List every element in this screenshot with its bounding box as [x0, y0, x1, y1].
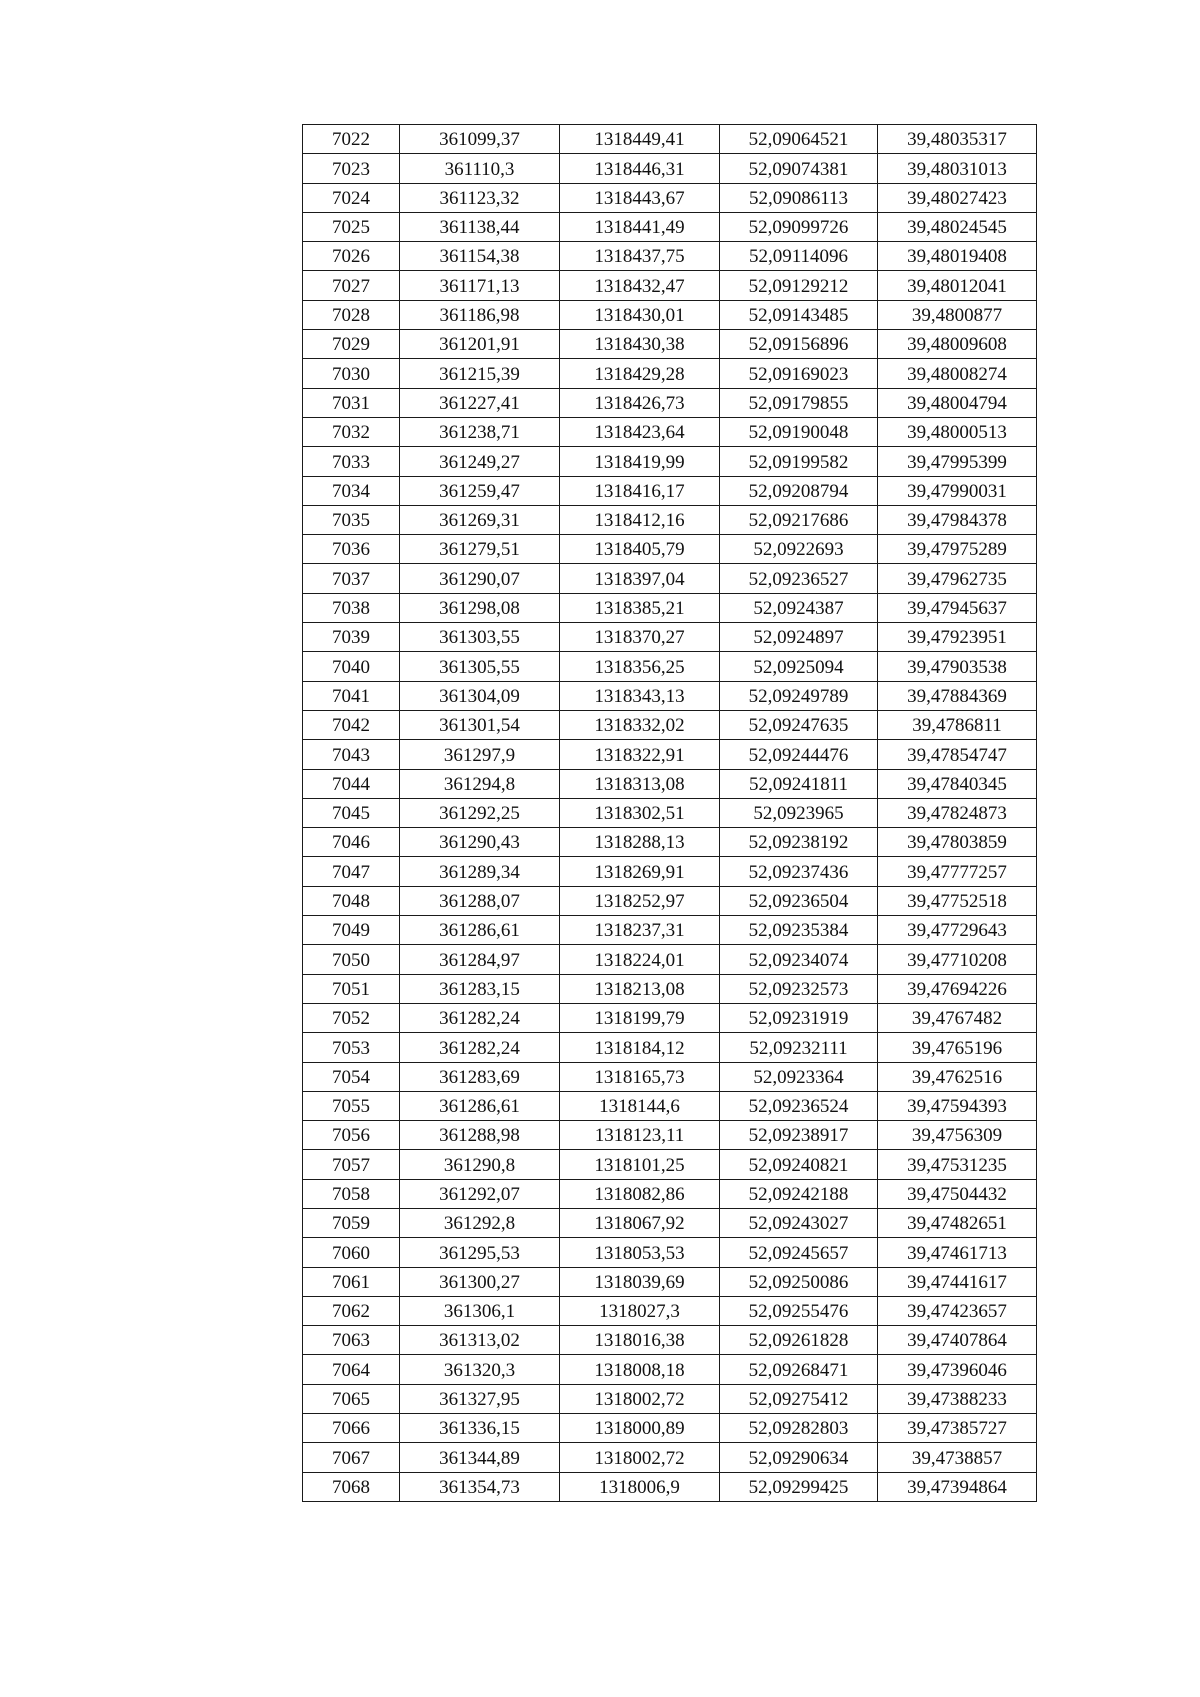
y-coordinate-cell: 1318430,01 [560, 300, 720, 329]
point-number-cell: 7063 [303, 1326, 400, 1355]
x-coordinate-cell: 361292,8 [400, 1208, 560, 1237]
point-number-cell: 7060 [303, 1238, 400, 1267]
y-coordinate-cell: 1318252,97 [560, 886, 720, 915]
point-number-cell: 7059 [303, 1208, 400, 1237]
table-row [303, 212, 1037, 241]
latitude-cell: 52,09275412 [720, 1384, 878, 1413]
longitude-cell: 39,48012041 [878, 271, 1037, 300]
x-coordinate-cell: 361238,71 [400, 417, 560, 446]
longitude-cell: 39,47396046 [878, 1355, 1037, 1384]
y-coordinate-cell: 1318441,49 [560, 212, 720, 241]
latitude-cell: 52,09255476 [720, 1296, 878, 1325]
point-number-cell: 7037 [303, 564, 400, 593]
x-coordinate-cell: 361292,25 [400, 798, 560, 827]
point-number-cell: 7055 [303, 1091, 400, 1120]
y-coordinate-cell: 1318430,38 [560, 330, 720, 359]
point-number-cell: 7025 [303, 212, 400, 241]
x-coordinate-cell: 361327,95 [400, 1384, 560, 1413]
longitude-cell: 39,4767482 [878, 1003, 1037, 1032]
y-coordinate-cell: 1318412,16 [560, 505, 720, 534]
table-row [303, 154, 1037, 183]
latitude-cell: 52,09244476 [720, 740, 878, 769]
point-number-cell: 7024 [303, 183, 400, 212]
x-coordinate-cell: 361284,97 [400, 945, 560, 974]
x-coordinate-cell: 361304,09 [400, 681, 560, 710]
y-coordinate-cell: 1318184,12 [560, 1033, 720, 1062]
point-number-cell: 7038 [303, 593, 400, 622]
latitude-cell: 52,09190048 [720, 417, 878, 446]
table-row [303, 1091, 1037, 1120]
point-number-cell: 7047 [303, 857, 400, 886]
longitude-cell: 39,48000513 [878, 417, 1037, 446]
point-number-cell: 7029 [303, 330, 400, 359]
y-coordinate-cell: 1318423,64 [560, 417, 720, 446]
latitude-cell: 52,09064521 [720, 125, 878, 154]
latitude-cell: 52,09236527 [720, 564, 878, 593]
y-coordinate-cell: 1318224,01 [560, 945, 720, 974]
table-row [303, 710, 1037, 739]
latitude-cell: 52,09156896 [720, 330, 878, 359]
x-coordinate-cell: 361283,15 [400, 974, 560, 1003]
point-number-cell: 7065 [303, 1384, 400, 1413]
longitude-cell: 39,47777257 [878, 857, 1037, 886]
table-row [303, 1296, 1037, 1325]
y-coordinate-cell: 1318101,25 [560, 1150, 720, 1179]
y-coordinate-cell: 1318144,6 [560, 1091, 720, 1120]
point-number-cell: 7050 [303, 945, 400, 974]
latitude-cell: 52,09086113 [720, 183, 878, 212]
y-coordinate-cell: 1318449,41 [560, 125, 720, 154]
x-coordinate-cell: 361099,37 [400, 125, 560, 154]
longitude-cell: 39,47840345 [878, 769, 1037, 798]
longitude-cell: 39,47884369 [878, 681, 1037, 710]
point-number-cell: 7068 [303, 1472, 400, 1501]
point-number-cell: 7046 [303, 828, 400, 857]
latitude-cell: 52,09242188 [720, 1179, 878, 1208]
longitude-cell: 39,47990031 [878, 476, 1037, 505]
x-coordinate-cell: 361283,69 [400, 1062, 560, 1091]
point-number-cell: 7044 [303, 769, 400, 798]
longitude-cell: 39,47923951 [878, 623, 1037, 652]
point-number-cell: 7036 [303, 535, 400, 564]
latitude-cell: 52,09237436 [720, 857, 878, 886]
longitude-cell: 39,4738857 [878, 1443, 1037, 1472]
longitude-cell: 39,47824873 [878, 798, 1037, 827]
latitude-cell: 52,09282803 [720, 1414, 878, 1443]
x-coordinate-cell: 361297,9 [400, 740, 560, 769]
table-row [303, 828, 1037, 857]
point-number-cell: 7067 [303, 1443, 400, 1472]
x-coordinate-cell: 361344,89 [400, 1443, 560, 1472]
y-coordinate-cell: 1318165,73 [560, 1062, 720, 1091]
point-number-cell: 7051 [303, 974, 400, 1003]
latitude-cell: 52,09250086 [720, 1267, 878, 1296]
table-row [303, 1267, 1037, 1296]
y-coordinate-cell: 1318313,08 [560, 769, 720, 798]
x-coordinate-cell: 361171,13 [400, 271, 560, 300]
latitude-cell: 52,09249789 [720, 681, 878, 710]
y-coordinate-cell: 1318123,11 [560, 1121, 720, 1150]
point-number-cell: 7022 [303, 125, 400, 154]
x-coordinate-cell: 361298,08 [400, 593, 560, 622]
longitude-cell: 39,47441617 [878, 1267, 1037, 1296]
point-number-cell: 7027 [303, 271, 400, 300]
table-row [303, 388, 1037, 417]
longitude-cell: 39,47803859 [878, 828, 1037, 857]
point-number-cell: 7040 [303, 652, 400, 681]
longitude-cell: 39,47903538 [878, 652, 1037, 681]
table-row [303, 1326, 1037, 1355]
latitude-cell: 52,09245657 [720, 1238, 878, 1267]
x-coordinate-cell: 361269,31 [400, 505, 560, 534]
point-number-cell: 7043 [303, 740, 400, 769]
latitude-cell: 52,09143485 [720, 300, 878, 329]
y-coordinate-cell: 1318405,79 [560, 535, 720, 564]
latitude-cell: 52,09238917 [720, 1121, 878, 1150]
latitude-cell: 52,0922693 [720, 535, 878, 564]
y-coordinate-cell: 1318053,53 [560, 1238, 720, 1267]
x-coordinate-cell: 361286,61 [400, 916, 560, 945]
table-row [303, 886, 1037, 915]
table-row [303, 564, 1037, 593]
y-coordinate-cell: 1318370,27 [560, 623, 720, 652]
x-coordinate-cell: 361306,1 [400, 1296, 560, 1325]
x-coordinate-cell: 361320,3 [400, 1355, 560, 1384]
x-coordinate-cell: 361282,24 [400, 1003, 560, 1032]
table-row [303, 1355, 1037, 1384]
table-row [303, 330, 1037, 359]
table-row [303, 1003, 1037, 1032]
x-coordinate-cell: 361305,55 [400, 652, 560, 681]
latitude-cell: 52,09129212 [720, 271, 878, 300]
longitude-cell: 39,47423657 [878, 1296, 1037, 1325]
x-coordinate-cell: 361138,44 [400, 212, 560, 241]
table-row [303, 945, 1037, 974]
table-row [303, 1414, 1037, 1443]
table-row [303, 1238, 1037, 1267]
longitude-cell: 39,48009608 [878, 330, 1037, 359]
y-coordinate-cell: 1318302,51 [560, 798, 720, 827]
point-number-cell: 7031 [303, 388, 400, 417]
point-number-cell: 7048 [303, 886, 400, 915]
y-coordinate-cell: 1318213,08 [560, 974, 720, 1003]
longitude-cell: 39,4786811 [878, 710, 1037, 739]
table-row [303, 183, 1037, 212]
latitude-cell: 52,09243027 [720, 1208, 878, 1237]
y-coordinate-cell: 1318322,91 [560, 740, 720, 769]
x-coordinate-cell: 361292,07 [400, 1179, 560, 1208]
y-coordinate-cell: 1318343,13 [560, 681, 720, 710]
x-coordinate-cell: 361201,91 [400, 330, 560, 359]
latitude-cell: 52,09169023 [720, 359, 878, 388]
longitude-cell: 39,4762516 [878, 1062, 1037, 1091]
latitude-cell: 52,09261828 [720, 1326, 878, 1355]
table-row [303, 476, 1037, 505]
y-coordinate-cell: 1318006,9 [560, 1472, 720, 1501]
latitude-cell: 52,09199582 [720, 447, 878, 476]
longitude-cell: 39,47752518 [878, 886, 1037, 915]
x-coordinate-cell: 361300,27 [400, 1267, 560, 1296]
point-number-cell: 7039 [303, 623, 400, 652]
x-coordinate-cell: 361290,43 [400, 828, 560, 857]
latitude-cell: 52,09238192 [720, 828, 878, 857]
table-row [303, 271, 1037, 300]
longitude-cell: 39,47995399 [878, 447, 1037, 476]
x-coordinate-cell: 361288,98 [400, 1121, 560, 1150]
y-coordinate-cell: 1318426,73 [560, 388, 720, 417]
point-number-cell: 7034 [303, 476, 400, 505]
point-number-cell: 7026 [303, 242, 400, 271]
x-coordinate-cell: 361279,51 [400, 535, 560, 564]
point-number-cell: 7053 [303, 1033, 400, 1062]
y-coordinate-cell: 1318443,67 [560, 183, 720, 212]
table-row [303, 1062, 1037, 1091]
longitude-cell: 39,47531235 [878, 1150, 1037, 1179]
y-coordinate-cell: 1318416,17 [560, 476, 720, 505]
point-number-cell: 7056 [303, 1121, 400, 1150]
latitude-cell: 52,09290634 [720, 1443, 878, 1472]
x-coordinate-cell: 361290,07 [400, 564, 560, 593]
y-coordinate-cell: 1318432,47 [560, 271, 720, 300]
x-coordinate-cell: 361301,54 [400, 710, 560, 739]
point-number-cell: 7033 [303, 447, 400, 476]
table-row [303, 769, 1037, 798]
x-coordinate-cell: 361295,53 [400, 1238, 560, 1267]
table-row [303, 623, 1037, 652]
y-coordinate-cell: 1318269,91 [560, 857, 720, 886]
x-coordinate-cell: 361154,38 [400, 242, 560, 271]
latitude-cell: 52,09236524 [720, 1091, 878, 1120]
x-coordinate-cell: 361286,61 [400, 1091, 560, 1120]
longitude-cell: 39,47975289 [878, 535, 1037, 564]
latitude-cell: 52,09234074 [720, 945, 878, 974]
longitude-cell: 39,47710208 [878, 945, 1037, 974]
table-row [303, 740, 1037, 769]
longitude-cell: 39,47594393 [878, 1091, 1037, 1120]
table-row [303, 1179, 1037, 1208]
y-coordinate-cell: 1318437,75 [560, 242, 720, 271]
y-coordinate-cell: 1318199,79 [560, 1003, 720, 1032]
point-number-cell: 7061 [303, 1267, 400, 1296]
table-body [303, 125, 1037, 1502]
coordinates-table [302, 124, 1037, 1502]
latitude-cell: 52,09232111 [720, 1033, 878, 1062]
table-row [303, 242, 1037, 271]
x-coordinate-cell: 361227,41 [400, 388, 560, 417]
table-row [303, 417, 1037, 446]
x-coordinate-cell: 361303,55 [400, 623, 560, 652]
y-coordinate-cell: 1318027,3 [560, 1296, 720, 1325]
longitude-cell: 39,47945637 [878, 593, 1037, 622]
table-row [303, 125, 1037, 154]
latitude-cell: 52,09299425 [720, 1472, 878, 1501]
point-number-cell: 7057 [303, 1150, 400, 1179]
point-number-cell: 7052 [303, 1003, 400, 1032]
table-row [303, 1384, 1037, 1413]
x-coordinate-cell: 361110,3 [400, 154, 560, 183]
longitude-cell: 39,47694226 [878, 974, 1037, 1003]
latitude-cell: 52,09241811 [720, 769, 878, 798]
point-number-cell: 7054 [303, 1062, 400, 1091]
longitude-cell: 39,48024545 [878, 212, 1037, 241]
y-coordinate-cell: 1318429,28 [560, 359, 720, 388]
y-coordinate-cell: 1318237,31 [560, 916, 720, 945]
longitude-cell: 39,48008274 [878, 359, 1037, 388]
latitude-cell: 52,0924387 [720, 593, 878, 622]
point-number-cell: 7023 [303, 154, 400, 183]
x-coordinate-cell: 361249,27 [400, 447, 560, 476]
y-coordinate-cell: 1318082,86 [560, 1179, 720, 1208]
longitude-cell: 39,4756309 [878, 1121, 1037, 1150]
latitude-cell: 52,09099726 [720, 212, 878, 241]
longitude-cell: 39,48035317 [878, 125, 1037, 154]
x-coordinate-cell: 361294,8 [400, 769, 560, 798]
point-number-cell: 7062 [303, 1296, 400, 1325]
table-row [303, 916, 1037, 945]
point-number-cell: 7042 [303, 710, 400, 739]
latitude-cell: 52,09268471 [720, 1355, 878, 1384]
table-row [303, 505, 1037, 534]
table-row [303, 1150, 1037, 1179]
x-coordinate-cell: 361123,32 [400, 183, 560, 212]
x-coordinate-cell: 361215,39 [400, 359, 560, 388]
longitude-cell: 39,47482651 [878, 1208, 1037, 1237]
latitude-cell: 52,09231919 [720, 1003, 878, 1032]
y-coordinate-cell: 1318332,02 [560, 710, 720, 739]
point-number-cell: 7035 [303, 505, 400, 534]
latitude-cell: 52,09232573 [720, 974, 878, 1003]
table-row [303, 300, 1037, 329]
x-coordinate-cell: 361186,98 [400, 300, 560, 329]
longitude-cell: 39,48031013 [878, 154, 1037, 183]
table-row [303, 974, 1037, 1003]
latitude-cell: 52,09074381 [720, 154, 878, 183]
latitude-cell: 52,0925094 [720, 652, 878, 681]
x-coordinate-cell: 361282,24 [400, 1033, 560, 1062]
longitude-cell: 39,47962735 [878, 564, 1037, 593]
y-coordinate-cell: 1318419,99 [560, 447, 720, 476]
longitude-cell: 39,47394864 [878, 1472, 1037, 1501]
point-number-cell: 7066 [303, 1414, 400, 1443]
y-coordinate-cell: 1318385,21 [560, 593, 720, 622]
longitude-cell: 39,47729643 [878, 916, 1037, 945]
y-coordinate-cell: 1318356,25 [560, 652, 720, 681]
latitude-cell: 52,09217686 [720, 505, 878, 534]
longitude-cell: 39,48019408 [878, 242, 1037, 271]
longitude-cell: 39,47854747 [878, 740, 1037, 769]
x-coordinate-cell: 361336,15 [400, 1414, 560, 1443]
point-number-cell: 7030 [303, 359, 400, 388]
longitude-cell: 39,4765196 [878, 1033, 1037, 1062]
longitude-cell: 39,47407864 [878, 1326, 1037, 1355]
latitude-cell: 52,09240821 [720, 1150, 878, 1179]
latitude-cell: 52,09247635 [720, 710, 878, 739]
latitude-cell: 52,0924897 [720, 623, 878, 652]
longitude-cell: 39,47388233 [878, 1384, 1037, 1413]
table-row [303, 593, 1037, 622]
table-row [303, 1033, 1037, 1062]
y-coordinate-cell: 1318002,72 [560, 1384, 720, 1413]
x-coordinate-cell: 361313,02 [400, 1326, 560, 1355]
y-coordinate-cell: 1318016,38 [560, 1326, 720, 1355]
table-row [303, 681, 1037, 710]
x-coordinate-cell: 361288,07 [400, 886, 560, 915]
table-row [303, 1208, 1037, 1237]
table-row [303, 1472, 1037, 1501]
x-coordinate-cell: 361289,34 [400, 857, 560, 886]
table-row [303, 447, 1037, 476]
table-row [303, 652, 1037, 681]
table-row [303, 1443, 1037, 1472]
table-row [303, 535, 1037, 564]
y-coordinate-cell: 1318008,18 [560, 1355, 720, 1384]
y-coordinate-cell: 1318002,72 [560, 1443, 720, 1472]
longitude-cell: 39,48004794 [878, 388, 1037, 417]
y-coordinate-cell: 1318288,13 [560, 828, 720, 857]
table-row [303, 857, 1037, 886]
x-coordinate-cell: 361354,73 [400, 1472, 560, 1501]
point-number-cell: 7049 [303, 916, 400, 945]
point-number-cell: 7032 [303, 417, 400, 446]
point-number-cell: 7064 [303, 1355, 400, 1384]
longitude-cell: 39,47504432 [878, 1179, 1037, 1208]
latitude-cell: 52,09208794 [720, 476, 878, 505]
y-coordinate-cell: 1318039,69 [560, 1267, 720, 1296]
point-number-cell: 7028 [303, 300, 400, 329]
table-row [303, 359, 1037, 388]
latitude-cell: 52,09236504 [720, 886, 878, 915]
longitude-cell: 39,47385727 [878, 1414, 1037, 1443]
y-coordinate-cell: 1318000,89 [560, 1414, 720, 1443]
x-coordinate-cell: 361290,8 [400, 1150, 560, 1179]
latitude-cell: 52,0923965 [720, 798, 878, 827]
latitude-cell: 52,0923364 [720, 1062, 878, 1091]
longitude-cell: 39,47984378 [878, 505, 1037, 534]
latitude-cell: 52,09114096 [720, 242, 878, 271]
table-row [303, 798, 1037, 827]
y-coordinate-cell: 1318446,31 [560, 154, 720, 183]
point-number-cell: 7045 [303, 798, 400, 827]
x-coordinate-cell: 361259,47 [400, 476, 560, 505]
longitude-cell: 39,47461713 [878, 1238, 1037, 1267]
y-coordinate-cell: 1318067,92 [560, 1208, 720, 1237]
table-row [303, 1121, 1037, 1150]
longitude-cell: 39,48027423 [878, 183, 1037, 212]
latitude-cell: 52,09179855 [720, 388, 878, 417]
longitude-cell: 39,4800877 [878, 300, 1037, 329]
point-number-cell: 7058 [303, 1179, 400, 1208]
point-number-cell: 7041 [303, 681, 400, 710]
y-coordinate-cell: 1318397,04 [560, 564, 720, 593]
latitude-cell: 52,09235384 [720, 916, 878, 945]
